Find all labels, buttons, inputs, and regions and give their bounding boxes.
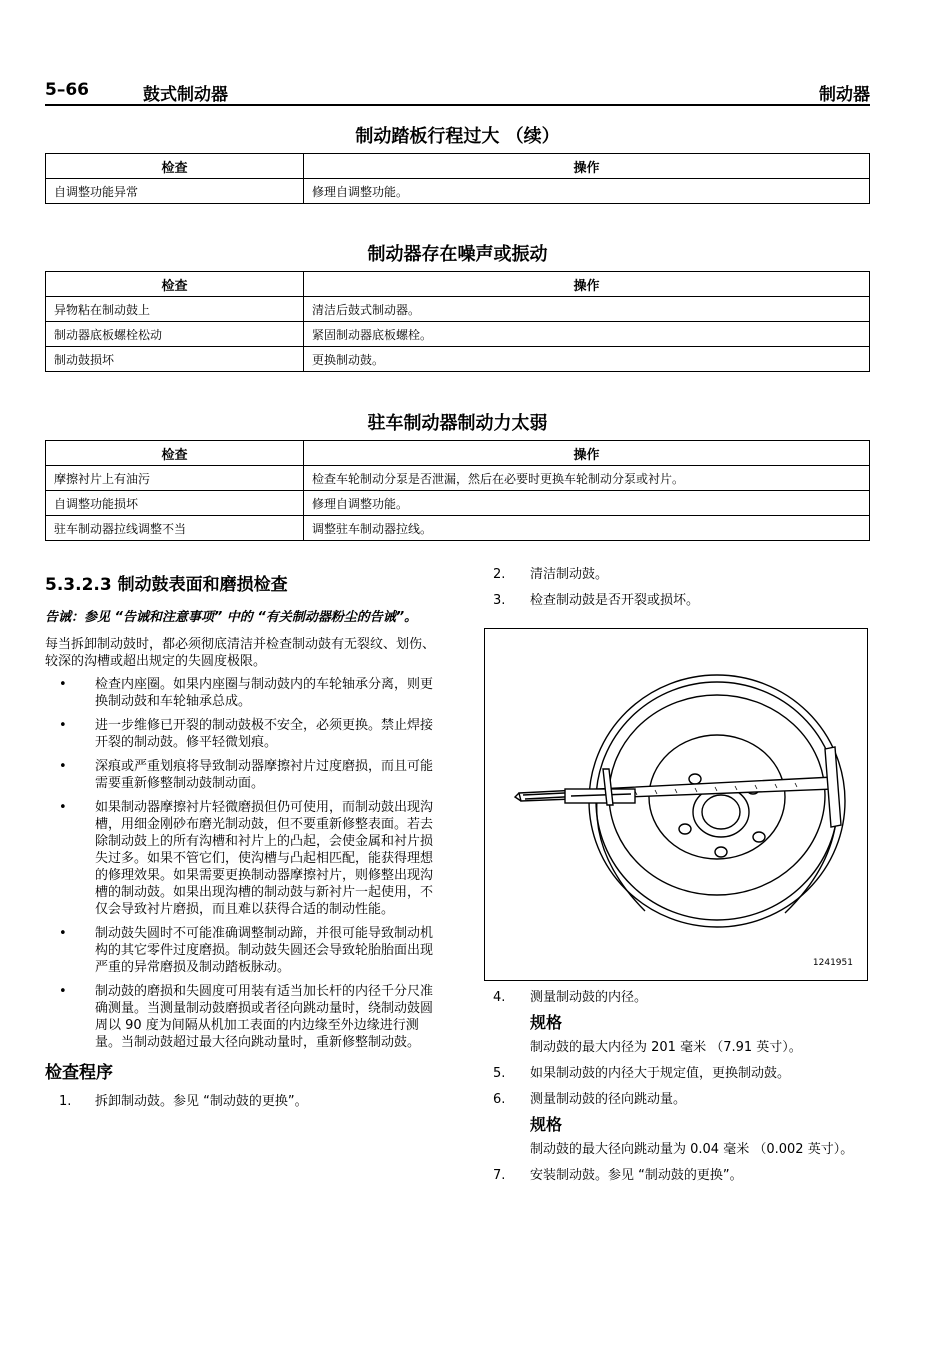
- procedure-step: [490, 566, 870, 583]
- step-number: 4.: [493, 990, 506, 1005]
- bullet-icon: •: [59, 677, 67, 692]
- right-column-top: [490, 566, 870, 618]
- col-action-header: 操作: [304, 154, 870, 179]
- check-cell: 驻车制动器拉线调整不当: [46, 516, 304, 541]
- bullet-icon: •: [59, 800, 67, 815]
- step-number: 2.: [493, 567, 506, 582]
- col-check-header: 检查: [46, 441, 304, 466]
- brake-drum-figure: [484, 628, 868, 981]
- left-column: [45, 570, 435, 1110]
- col-action-header: 操作: [304, 272, 870, 297]
- list-item-text: 检查内座圈。如果内座圈与制动鼓内的车轮轴承分离，则更换制动鼓和车轮轴承总成。: [95, 677, 434, 709]
- procedure-heading: 检查程序: [45, 1063, 113, 1083]
- list-item-text: 制动鼓失圆时不可能准确调整制动蹄，并很可能导致制动机构的其它零件过度磨损。制动鼓失圆还会导致轮胎胎面出现严重的异常磨损及制动踏板脉动。: [95, 926, 434, 975]
- check-cell: 制动器底板螺栓松动: [46, 322, 304, 347]
- table-row: [46, 516, 870, 541]
- step-number: 6.: [493, 1092, 506, 1107]
- bullet-icon: •: [59, 718, 67, 733]
- step-text: 测量制动鼓的内径。: [530, 990, 648, 1005]
- list-item-text: 进一步维修已开裂的制动鼓极不安全，必须更换。禁止焊接开裂的制动鼓。修平轻微划痕。: [95, 718, 434, 750]
- list-item: [45, 758, 435, 792]
- check-cell: 异物粘在制动鼓上: [46, 297, 304, 322]
- table3-title: 驻车制动器制动力太弱: [367, 413, 548, 434]
- table1: [45, 153, 870, 204]
- page-number: 5–66: [45, 80, 89, 100]
- table-header-row: [46, 441, 870, 466]
- figure-id: 1241951: [812, 958, 853, 968]
- intro-paragraph: 每当拆卸制动鼓时，都必须彻底清洁并检查制动鼓有无裂纹、划伤、较深的沟槽或超出规定的失圆度极限。: [45, 637, 436, 669]
- step-text: 拆卸制动鼓。参见 “制动鼓的更换”。: [95, 1094, 308, 1109]
- col-check-header: 检查: [46, 272, 304, 297]
- step-text: 清洁制动鼓。: [530, 567, 609, 582]
- spec-text: 制动鼓的最大内径为 201 毫米 （7.91 英寸）。: [530, 1040, 802, 1055]
- table3: [45, 440, 870, 541]
- list-item: [45, 717, 435, 751]
- table-row: [46, 297, 870, 322]
- step-text: 检查制动鼓是否开裂或损坏。: [530, 593, 700, 608]
- caution-note: 告诫：参见 “告诫和注意事项” 中的 “有关制动器粉尘的告诫”。: [45, 610, 418, 625]
- brake-drum-measurement-illustration: [485, 629, 867, 980]
- action-cell: 检查车轮制动分泵是否泄漏，然后在必要时更换车轮制动分泵或衬片。: [304, 466, 870, 491]
- step-text: 安装制动鼓。参见 “制动鼓的更换”。: [530, 1168, 743, 1183]
- list-item: [45, 925, 435, 976]
- spec-heading: 规格: [530, 1013, 563, 1032]
- check-cell: 自调整功能异常: [46, 179, 304, 204]
- bullet-icon: •: [59, 926, 67, 941]
- table-row: [46, 322, 870, 347]
- table2: [45, 271, 870, 372]
- col-check-header: 检查: [46, 154, 304, 179]
- action-cell: 更换制动鼓。: [304, 347, 870, 372]
- step-text: 测量制动鼓的径向跳动量。: [530, 1092, 687, 1107]
- action-cell: 清洁后鼓式制动器。: [304, 297, 870, 322]
- list-item: [45, 799, 435, 918]
- chapter-title: 制动器: [819, 85, 870, 105]
- table-row: [46, 179, 870, 204]
- procedure-step: [490, 1065, 870, 1082]
- list-item-text: 制动鼓的磨损和失圆度可用装有适当加长杆的内径千分尺准确测量。当测量制动鼓磨损或者径向跳动量时，绕制动鼓圆周以 90 度为间隔从机加工表面的内边缘至外边缘进行测量。当制动鼓超过最大径向跳动量时，重新修整制动鼓。: [95, 984, 434, 1050]
- section-title: 鼓式制动器: [143, 85, 228, 105]
- table1-title: 制动踏板行程过大 （续）: [355, 126, 560, 147]
- page-header: [45, 80, 870, 106]
- procedure-step: [490, 1167, 870, 1184]
- check-cell: 制动鼓损坏: [46, 347, 304, 372]
- list-item: [45, 676, 435, 710]
- table-row: [46, 347, 870, 372]
- action-cell: 修理自调整功能。: [304, 491, 870, 516]
- list-item-text: 如果制动器摩擦衬片轻微磨损但仍可使用，而制动鼓出现沟槽，用细金刚砂布磨光制动鼓，但不要重新修整表面。若去除制动鼓上的所有沟槽和衬片上的凸起，会使金属和衬片损失过多。如果不管它们，使沟槽与凸起相匹配，能获得理想的修理效果。如果需要更换制动器摩擦衬片，则修整出现沟槽的制动鼓。如果出现沟槽的制动鼓与新衬片一起使用，不仅会导致衬片磨损，而且难以获得合适的制动性能。: [95, 800, 434, 917]
- action-cell: 修理自调整功能。: [304, 179, 870, 204]
- section-heading: 5.3.2.3 制动鼓表面和磨损检查: [45, 575, 288, 595]
- table-row: [46, 466, 870, 491]
- action-cell: 紧固制动器底板螺栓。: [304, 322, 870, 347]
- list-item-text: 深痕或严重划痕将导致制动器摩擦衬片过度磨损，而且可能需要重新修整制动鼓制动面。: [95, 759, 434, 791]
- col-action-header: 操作: [304, 441, 870, 466]
- procedure-step: [45, 1093, 435, 1110]
- check-cell: 自调整功能损坏: [46, 491, 304, 516]
- bullet-list: [45, 676, 435, 1051]
- procedure-step: [490, 1091, 870, 1158]
- action-cell: 调整驻车制动器拉线。: [304, 516, 870, 541]
- table-header-row: [46, 154, 870, 179]
- bullet-icon: •: [59, 984, 67, 999]
- step-number: 3.: [493, 593, 506, 608]
- table-header-row: [46, 272, 870, 297]
- step-text: 如果制动鼓的内径大于规定值，更换制动鼓。: [530, 1066, 791, 1081]
- procedure-step: [490, 989, 870, 1056]
- check-cell: 摩擦衬片上有油污: [46, 466, 304, 491]
- procedure-step: [490, 592, 870, 609]
- right-column-bottom: [490, 989, 870, 1193]
- list-item: [45, 983, 435, 1051]
- bullet-icon: •: [59, 759, 67, 774]
- step-number: 5.: [493, 1066, 506, 1081]
- spec-text: 制动鼓的最大径向跳动量为 0.04 毫米 （0.002 英寸）。: [530, 1142, 854, 1157]
- step-number: 7.: [493, 1168, 506, 1183]
- table2-title: 制动器存在噪声或振动: [367, 244, 548, 265]
- table-row: [46, 491, 870, 516]
- spec-heading: 规格: [530, 1115, 563, 1134]
- step-number: 1.: [59, 1094, 72, 1109]
